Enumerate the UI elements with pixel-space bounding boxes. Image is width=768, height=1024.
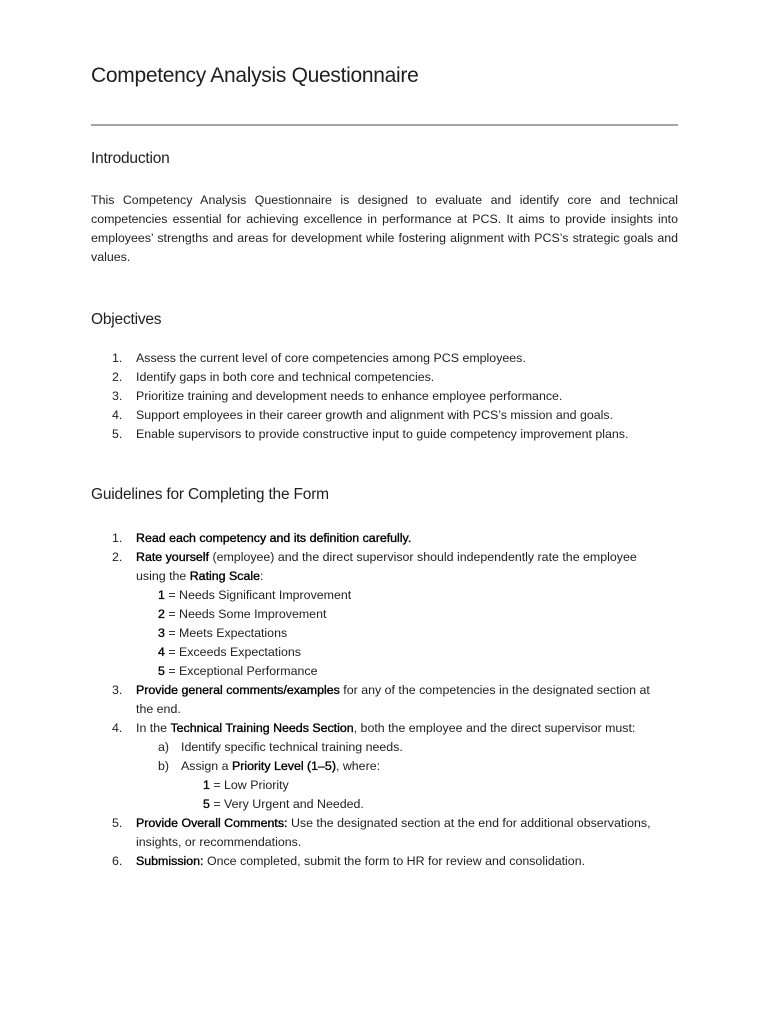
page-title: Competency Analysis Questionnaire [91,64,419,87]
rating-scale-item: 3 = Meets Expectations [158,626,288,640]
rating-scale-item: 1 = Needs Significant Improvement [158,588,352,602]
priority-level-item: 5 = Very Urgent and Needed. [203,797,364,811]
guideline-subitem: a) Identify specific technical training needs. [158,740,403,754]
guideline-item: 2. Rate yourself (employee) and the direct supervisor should independently rate the employee using the Rating Scale: 1 = Needs Significant Improvement 2 = Needs Some Improvement 3 = Meets Expectations 4 = Exceeds Expectations 5 = Exceptional Performance [91,548,651,681]
objective-item: 3. Prioritize training and development needs to enhance employee performance. [112,389,563,403]
objectives-list [91,349,691,444]
guidelines-list [91,529,651,871]
objective-item: 4. Support employees in their career growth and alignment with PCS’s mission and goals. [112,408,614,422]
rating-scale-item: 5 = Exceptional Performance [158,664,318,678]
introduction-heading: Introduction [91,150,170,167]
priority-level-item: 1 = Low Priority [203,778,289,792]
introduction-paragraph: This Competency Analysis Questionnaire is designed to evaluate and identify core and technical competencies essential for achieving excellence in performance at PCS. It aims to provide insights into employees’ strengths and areas for development while fostering alignment with PCS’s strategic goals and values. [91,193,678,264]
guideline-subitem: b) Assign a Priority Level (1–5), where: [158,759,381,773]
guideline-item: 6. Submission: Once completed, submit the form to HR for review and consolidation. [112,854,586,868]
rating-scale-item: 4 = Exceeds Expectations [158,645,301,659]
title-divider [91,124,678,126]
guideline-item: 4. In the Technical Training Needs Section, both the employee and the direct supervisor must: a) Identify specific technical training needs. b) Assign a Priority Level (1–5), where: 1 = Low Priority 5 = Very Urgent and Needed. [91,719,651,814]
objective-item: 5. Enable supervisors to provide constructive input to guide competency improvement plans. [112,427,629,441]
objective-item: 1. Assess the current level of core competencies among PCS employees. [112,351,526,365]
guidelines-heading: Guidelines for Completing the Form [91,486,329,503]
objectives-heading: Objectives [91,311,162,328]
rating-scale-item: 2 = Needs Some Improvement [158,607,327,621]
guideline-item: 5. Provide Overall Comments: Use the designated section at the end for additional observations, insights, or recommendations. [112,816,651,849]
guideline-item: 3. Provide general comments/examples for any of the competencies in the designated section at the end. [112,683,650,716]
guideline-item: 1. Read each competency and its definition carefully. [112,531,412,545]
objective-item: 2. Identify gaps in both core and technical competencies. [112,370,435,384]
